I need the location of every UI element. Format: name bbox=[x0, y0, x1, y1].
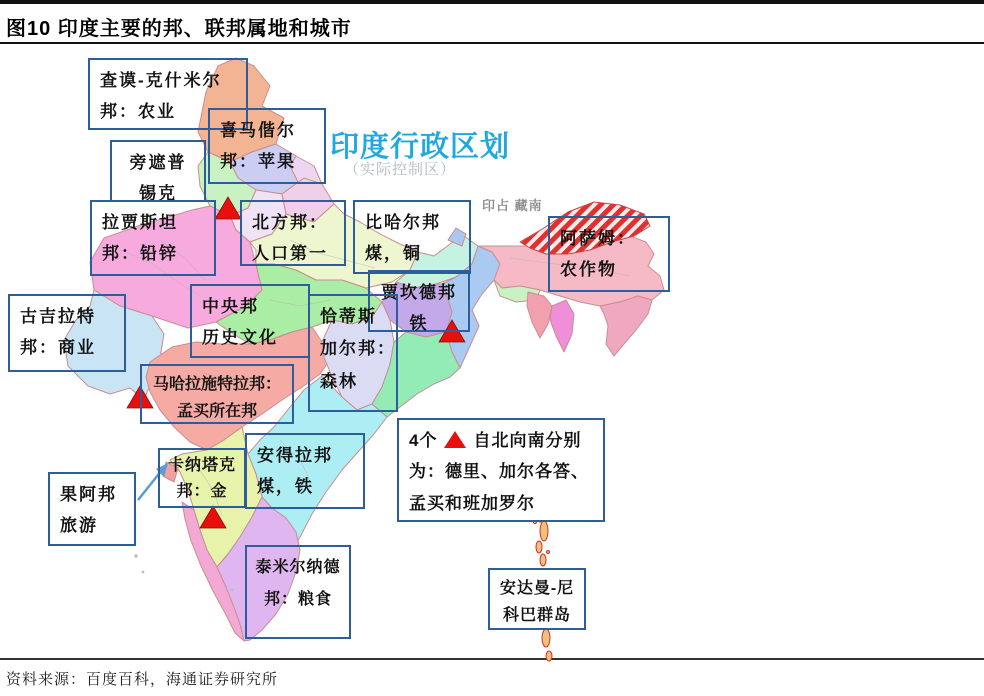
map-subtitle: （实际控制区） bbox=[344, 161, 457, 178]
source-note: 资料来源：百度百科，海通证券研究所 bbox=[6, 671, 279, 688]
disputed-area-label: 印占 藏南 bbox=[482, 198, 543, 213]
legend-count: 4个 bbox=[409, 431, 438, 450]
legend-text-3: 孟买和班加罗尔 bbox=[409, 493, 535, 513]
label-jammu-kashmir: 查谟-克什米尔 邦：农业 bbox=[88, 58, 248, 130]
label-rajasthan: 拉贾斯坦 邦：铅锌 bbox=[90, 200, 216, 276]
label-goa: 果阿邦 旅游 bbox=[48, 472, 136, 546]
state-tripura bbox=[527, 292, 552, 338]
state-nagaland-manipur bbox=[600, 296, 652, 356]
label-andaman-nicobar: 安达曼-尼 科巴群岛 bbox=[488, 568, 586, 630]
figure-title: 图10 印度主要的邦、联邦属地和城市 bbox=[6, 18, 352, 40]
label-madhya-pradesh: 中央邦 历史文化 bbox=[190, 284, 310, 358]
label-karnataka: 卡纳塔克 邦：金 bbox=[158, 448, 246, 508]
triangle-marker-icon bbox=[444, 431, 466, 448]
map-title: 印度行政区划 bbox=[330, 131, 511, 163]
label-himachal: 喜马偕尔 邦：苹果 bbox=[208, 108, 326, 184]
label-tamil-nadu: 泰米尔纳德 邦：粮食 bbox=[245, 545, 351, 639]
label-uttar-pradesh: 北方邦： 人口第一 bbox=[240, 200, 346, 266]
label-maharashtra: 马哈拉施特拉邦： 孟买所在邦 bbox=[140, 364, 294, 424]
label-punjab: 旁遮普 锡克 bbox=[110, 140, 206, 202]
legend-text-2: 为：德里、加尔各答、 bbox=[409, 462, 589, 482]
state-mizoram bbox=[550, 300, 574, 352]
label-assam: 阿萨姆： 农作物 bbox=[548, 216, 670, 292]
label-andhra-pradesh: 安得拉邦 煤，铁 bbox=[245, 433, 365, 509]
label-bihar: 比哈尔邦 煤，铜 bbox=[353, 200, 471, 274]
label-chhattisgarh: 恰蒂斯 加尔邦： 森林 bbox=[308, 294, 398, 412]
label-gujarat: 古吉拉特 邦：商业 bbox=[8, 294, 126, 372]
legend-box bbox=[397, 418, 605, 522]
legend-text-1: 自北向南分别 bbox=[473, 431, 582, 450]
label-jharkhand: 贾坎德邦 铁 bbox=[368, 270, 470, 332]
